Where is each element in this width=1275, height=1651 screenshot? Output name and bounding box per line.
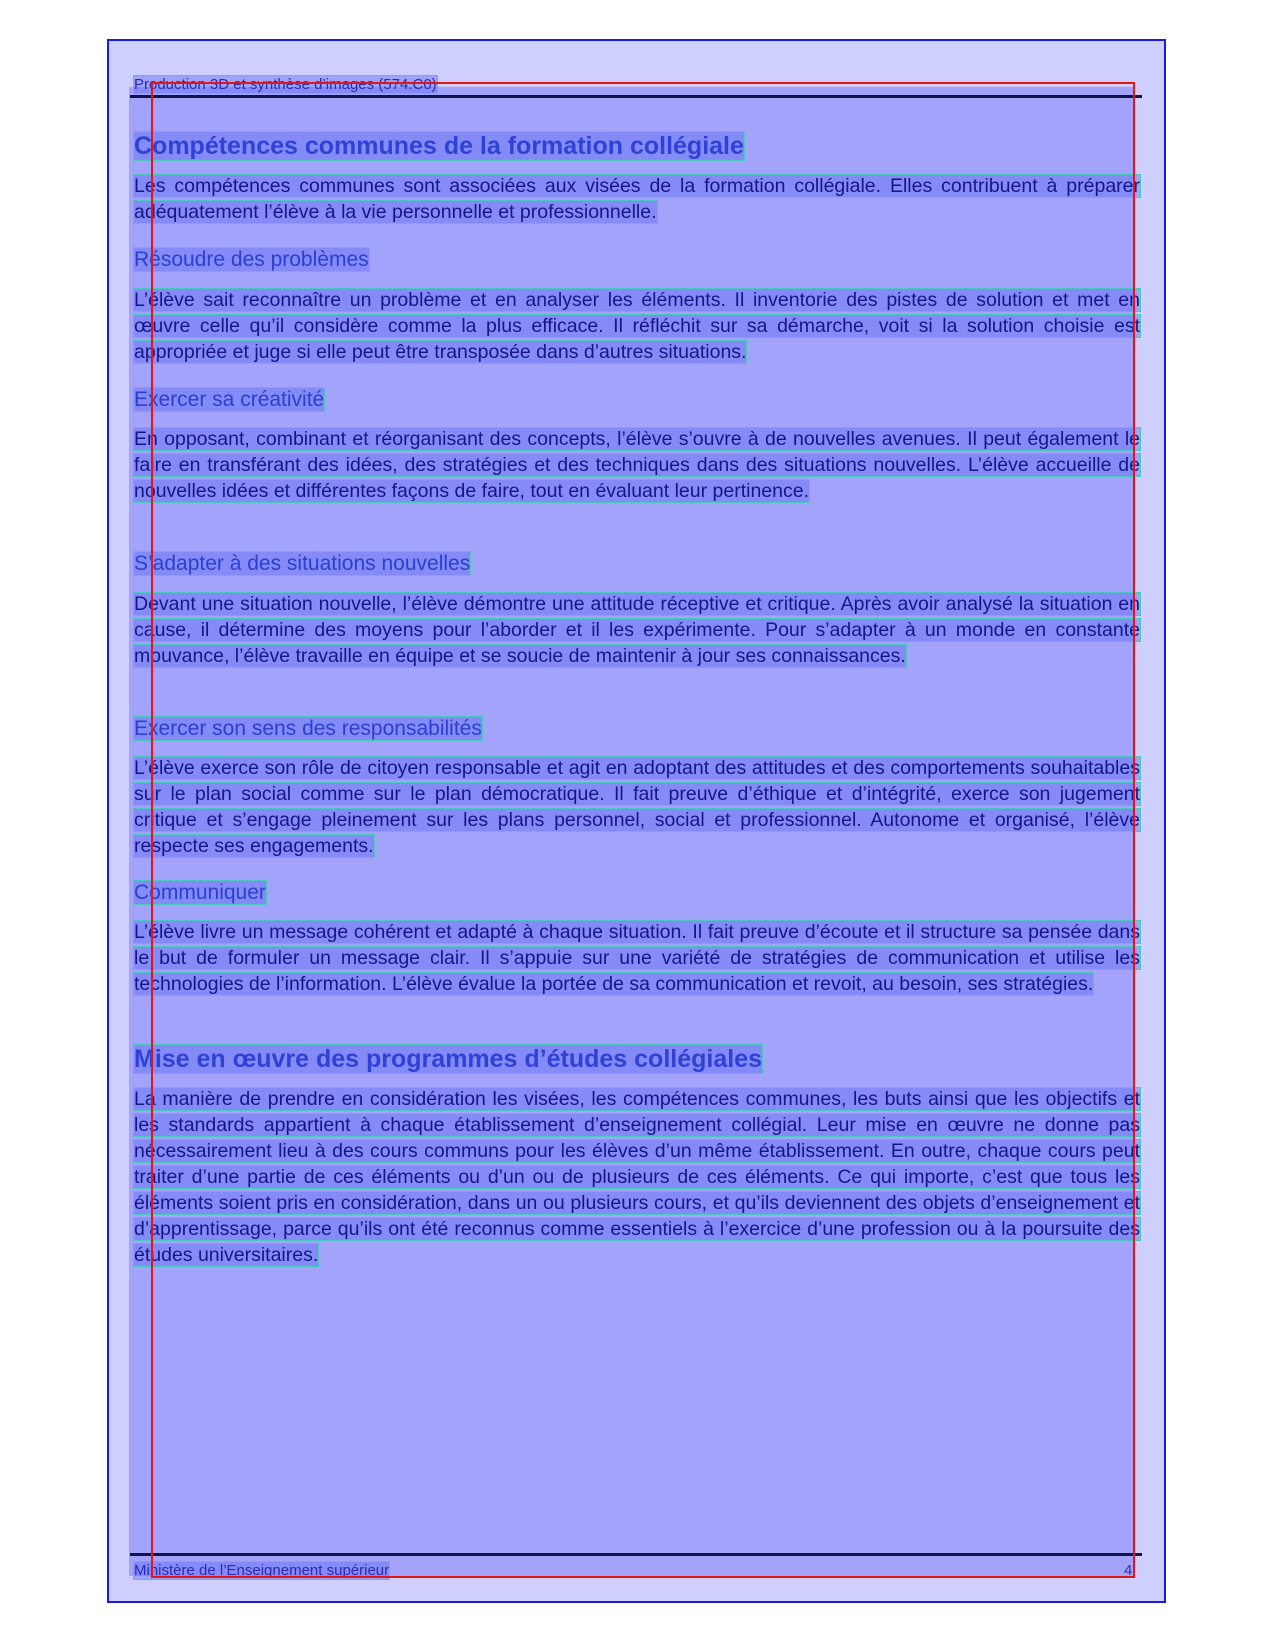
paragraph-text: L’élève exerce son rôle de citoyen responsable et agit en adoptant des attitudes et des comportements souhaitables sur le plan social comme sur le plan démocratique. Il fait preuve d’éthique et d’intégrité, exerce son jugement critique et s’engage pleinement sur les plans personnel, social et professionnel. Autonome et organisé, l’élève respecte ses engagements.	[134, 757, 1140, 857]
subsection-title: Résoudre des problèmes	[134, 248, 369, 271]
paragraph-text: L’élève sait reconnaître un problème et en analyser les éléments. Il inventorie des pistes de solution et met en œuvre celle qu’il considère comme la plus efficace. Il réfléchit sur sa démarche, voit si la solution choisie est appropriée et juge si elle peut être transposée dans d’autres situations.	[134, 289, 1140, 363]
section-title: Compétences communes de la formation collégiale	[134, 132, 744, 160]
page-number: 4	[1124, 1562, 1133, 1579]
running-footer: Ministère de l’Enseignement supérieur	[134, 1562, 390, 1579]
subsection-heading	[134, 552, 1140, 576]
paragraph-text: Les compétences communes sont associées aux visées de la formation collégiale. Elles contribuent à préparer adéquatement l’élève à la vie personnelle et professionnelle.	[134, 175, 1140, 223]
subsection-title: Exercer sa créativité	[134, 388, 325, 411]
subsection-title: Exercer son sens des responsabilités	[134, 717, 482, 740]
header-rule	[130, 95, 1142, 98]
subsection-paragraph	[134, 919, 1140, 997]
section-title: Mise en œuvre des programmes d’études collégiales	[134, 1045, 762, 1073]
subsection-paragraph	[134, 287, 1140, 365]
subsection-heading	[134, 881, 1140, 905]
paragraph-text: En opposant, combinant et réorganisant des concepts, l’élève s’ouvre à de nouvelles avenues. Il peut également le faire en transférant des idées, des stratégies et des techniques dans des situations nouvelles. L’élève accueille de nouvelles idées et différentes façons de faire, tout en évaluant leur pertinence.	[134, 428, 1140, 502]
subsection-paragraph	[134, 426, 1140, 504]
running-header: Production 3D et synthèse d’images (574.C0)	[134, 76, 437, 93]
subsection-paragraph	[134, 591, 1140, 669]
subsection-title: Communiquer	[134, 881, 266, 904]
paragraph-text: La manière de prendre en considération les visées, les compétences communes, les buts ainsi que les objectifs et les standards appartient à chaque établissement d’enseignement collégial. Leur mise en œuvre ne donne pas nécessairement lieu à des cours communs pour les élèves d’un même établissement. En outre, chaque cours peut traiter d’une partie de ces éléments ou d’un ou de plusieurs de ces éléments. Ce qui importe, c’est que tous les éléments soient pris en considération, dans un ou plusieurs cours, et qu’ils deviennent des objets d’enseignement et d’apprentissage, parce qu’ils ont été reconnus comme essentiels à l’exercice d’une profession ou à la poursuite des études universitaires.	[134, 1088, 1140, 1266]
paragraph-text: Devant une situation nouvelle, l’élève démontre une attitude réceptive et critique. Après avoir analysé la situation en cause, il détermine des moyens pour l’aborder et il les expérimente. Pour s’adapter à un monde en constante mouvance, l’élève travaille en équipe et se soucie de maintenir à jour ses connaissances.	[134, 593, 1140, 667]
section-heading-main	[134, 1045, 1140, 1073]
subsection-heading	[134, 248, 1140, 272]
subsection-paragraph	[134, 755, 1140, 859]
section-paragraph	[134, 173, 1140, 225]
subsection-heading	[134, 717, 1140, 741]
section-paragraph	[134, 1086, 1140, 1268]
subsection-heading	[134, 388, 1140, 412]
section-heading-main	[134, 132, 1140, 160]
paragraph-text: L’élève livre un message cohérent et adapté à chaque situation. Il fait preuve d’écoute et il structure sa pensée dans le but de formuler un message clair. Il s’appuie sur une variété de stratégies de communication et utilise les technologies de l’information. L’élève évalue la portée de sa communication et revoit, au besoin, ses stratégies.	[134, 921, 1140, 995]
subsection-title: S’adapter à des situations nouvelles	[134, 552, 471, 575]
footer-rule	[130, 1553, 1142, 1556]
